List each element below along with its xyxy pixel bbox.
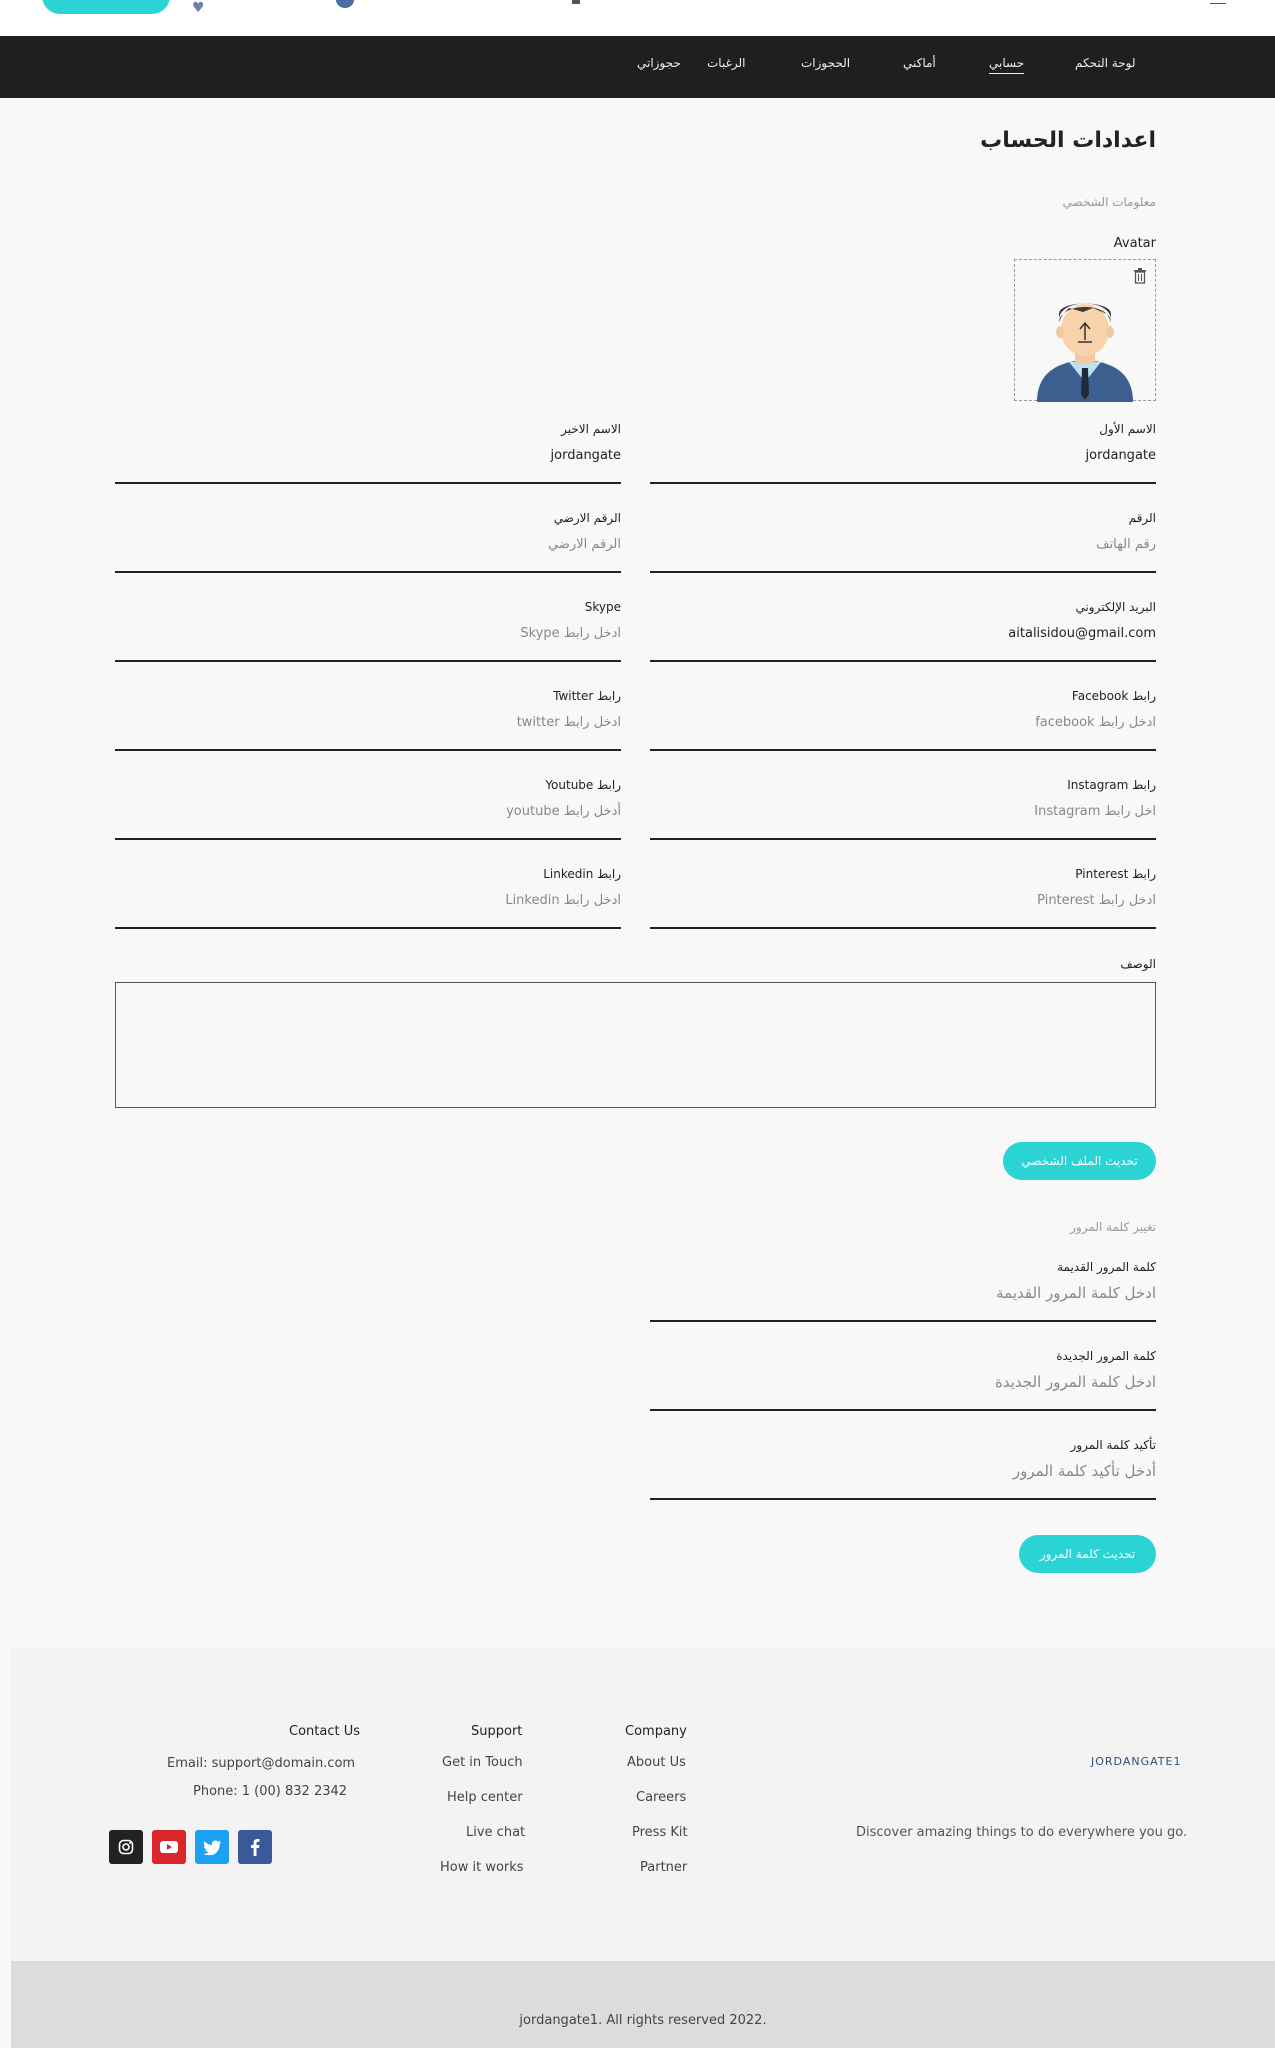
- phone-field[interactable]: [650, 511, 1156, 573]
- avatar-upload[interactable]: [1014, 259, 1156, 401]
- support-item[interactable]: Get in Touch: [442, 1755, 523, 1770]
- youtube-icon[interactable]: [152, 1830, 186, 1864]
- new-password-field[interactable]: [650, 1349, 1156, 1411]
- footer-tagline: Discover amazing things to do everywhere you go.: [856, 1825, 1188, 1840]
- facebook-icon[interactable]: [238, 1830, 272, 1864]
- twitter-field[interactable]: [115, 689, 621, 751]
- facebook-input[interactable]: ادخل رابط facebook: [1035, 715, 1156, 730]
- footer-bottom-bar: [11, 1961, 1275, 2048]
- pinterest-label: رابط Pinterest: [1075, 867, 1156, 881]
- email-label: البريد الإلكتروني: [1075, 600, 1156, 614]
- linkedin-field[interactable]: [115, 867, 621, 929]
- heart-icon[interactable]: ♥: [192, 0, 205, 16]
- trash-icon[interactable]: [1133, 268, 1147, 284]
- support-item[interactable]: Live chat: [466, 1825, 526, 1840]
- first-name-label: الاسم الأول: [1099, 422, 1156, 436]
- first-name-field[interactable]: [650, 422, 1156, 484]
- page-title: اعدادات الحساب: [980, 128, 1156, 153]
- youtube-field[interactable]: [115, 778, 621, 840]
- instagram-icon[interactable]: [109, 1830, 143, 1864]
- support-item[interactable]: Help center: [447, 1790, 523, 1805]
- nav-my-places[interactable]: أماكني: [903, 56, 936, 70]
- phone-label: الرقم: [1128, 511, 1156, 525]
- top-header: [0, 0, 1275, 36]
- chevron-down-icon[interactable]: [572, 0, 580, 4]
- hamburger-menu-icon[interactable]: [1210, 0, 1226, 4]
- avatar-label: Avatar: [1113, 236, 1156, 251]
- old-password-field[interactable]: [650, 1260, 1156, 1322]
- last-name-value[interactable]: jordangate: [550, 448, 621, 463]
- support-item[interactable]: How it works: [440, 1860, 524, 1875]
- twitter-input[interactable]: ادخل رابط twitter: [516, 715, 621, 730]
- skype-field[interactable]: [115, 600, 621, 662]
- skype-label: Skype: [584, 600, 621, 614]
- linkedin-input[interactable]: ادخل رابط Linkedin: [505, 893, 621, 908]
- nav-dashboard[interactable]: لوحة التحكم: [1075, 56, 1136, 70]
- avatar-image: [1033, 290, 1137, 402]
- contact-title: Contact Us: [289, 1724, 360, 1739]
- pinterest-field[interactable]: [650, 867, 1156, 929]
- first-name-value[interactable]: jordangate: [1085, 448, 1156, 463]
- old-password-label: كلمة المرور القديمة: [1057, 1260, 1156, 1274]
- footer-logo[interactable]: JORDANGATE1: [1091, 1755, 1182, 1768]
- section-subtitle: معلومات الشخصي: [1062, 195, 1156, 209]
- old-password-input[interactable]: ادخل كلمة المرور القديمة: [996, 1284, 1156, 1302]
- last-name-label: الاسم الاخير: [561, 422, 621, 436]
- pinterest-input[interactable]: ادخل رابط Pinterest: [1037, 893, 1156, 908]
- confirm-password-label: تأكيد كلمة المرور: [1070, 1438, 1156, 1452]
- company-item[interactable]: Careers: [636, 1790, 687, 1805]
- facebook-field[interactable]: [650, 689, 1156, 751]
- instagram-label: رابط Instagram: [1067, 778, 1156, 792]
- description-label: الوصف: [1120, 957, 1156, 971]
- nav-my-bookings[interactable]: حجوزاتي: [637, 56, 681, 70]
- update-profile-button[interactable]: تحديث الملف الشخصي: [1003, 1142, 1156, 1180]
- password-section-subtitle: تغيير كلمة المرور: [1070, 1220, 1156, 1234]
- nav-my-account[interactable]: حسابي: [989, 56, 1024, 74]
- confirm-password-input[interactable]: أدخل تأكيد كلمة المرور: [1012, 1462, 1156, 1480]
- youtube-label: رابط Youtube: [545, 778, 621, 792]
- nav-bookings[interactable]: الحجوزات: [801, 56, 851, 70]
- update-password-button[interactable]: تحديث كلمة المرور: [1019, 1535, 1156, 1573]
- user-avatar-icon[interactable]: [336, 0, 354, 8]
- company-item[interactable]: Partner: [640, 1860, 688, 1875]
- landline-label: الرقم الارضي: [553, 511, 621, 525]
- twitter-label: رابط Twitter: [553, 689, 621, 703]
- youtube-input[interactable]: أدخل رابط youtube: [506, 804, 621, 819]
- last-name-field[interactable]: [115, 422, 621, 484]
- phone-input[interactable]: رقم الهاتف: [1096, 537, 1156, 552]
- contact-phone[interactable]: Phone: 1 (00) 832 2342: [193, 1784, 348, 1799]
- landline-input[interactable]: الرقم الارضي: [548, 537, 621, 552]
- copyright-text: jordangate1. All rights reserved 2022.: [519, 2013, 767, 2028]
- landline-field[interactable]: [115, 511, 621, 573]
- email-field[interactable]: [650, 600, 1156, 662]
- email-value[interactable]: aitalisidou@gmail.com: [1008, 626, 1156, 641]
- header-cta-button[interactable]: [42, 0, 170, 14]
- company-item[interactable]: Press Kit: [632, 1825, 688, 1840]
- skype-input[interactable]: ادخل رابط Skype: [520, 626, 621, 641]
- instagram-field[interactable]: [650, 778, 1156, 840]
- new-password-label: كلمة المرور الجديدة: [1056, 1349, 1156, 1363]
- company-title: Company: [625, 1724, 687, 1739]
- support-title: Support: [471, 1724, 523, 1739]
- new-password-input[interactable]: ادخل كلمة المرور الجديدة: [995, 1373, 1156, 1391]
- instagram-input[interactable]: اخل رابط Instagram: [1034, 804, 1156, 819]
- twitter-icon[interactable]: [195, 1830, 229, 1864]
- facebook-label: رابط Facebook: [1071, 689, 1156, 703]
- nav-wishes[interactable]: الرغبات: [707, 56, 746, 70]
- linkedin-label: رابط Linkedin: [543, 867, 621, 881]
- contact-email[interactable]: Email: support@domain.com: [167, 1756, 356, 1771]
- confirm-password-field[interactable]: [650, 1438, 1156, 1500]
- description-textarea[interactable]: [115, 982, 1156, 1108]
- dashboard-nav: [0, 36, 1275, 98]
- company-item[interactable]: About Us: [627, 1755, 686, 1770]
